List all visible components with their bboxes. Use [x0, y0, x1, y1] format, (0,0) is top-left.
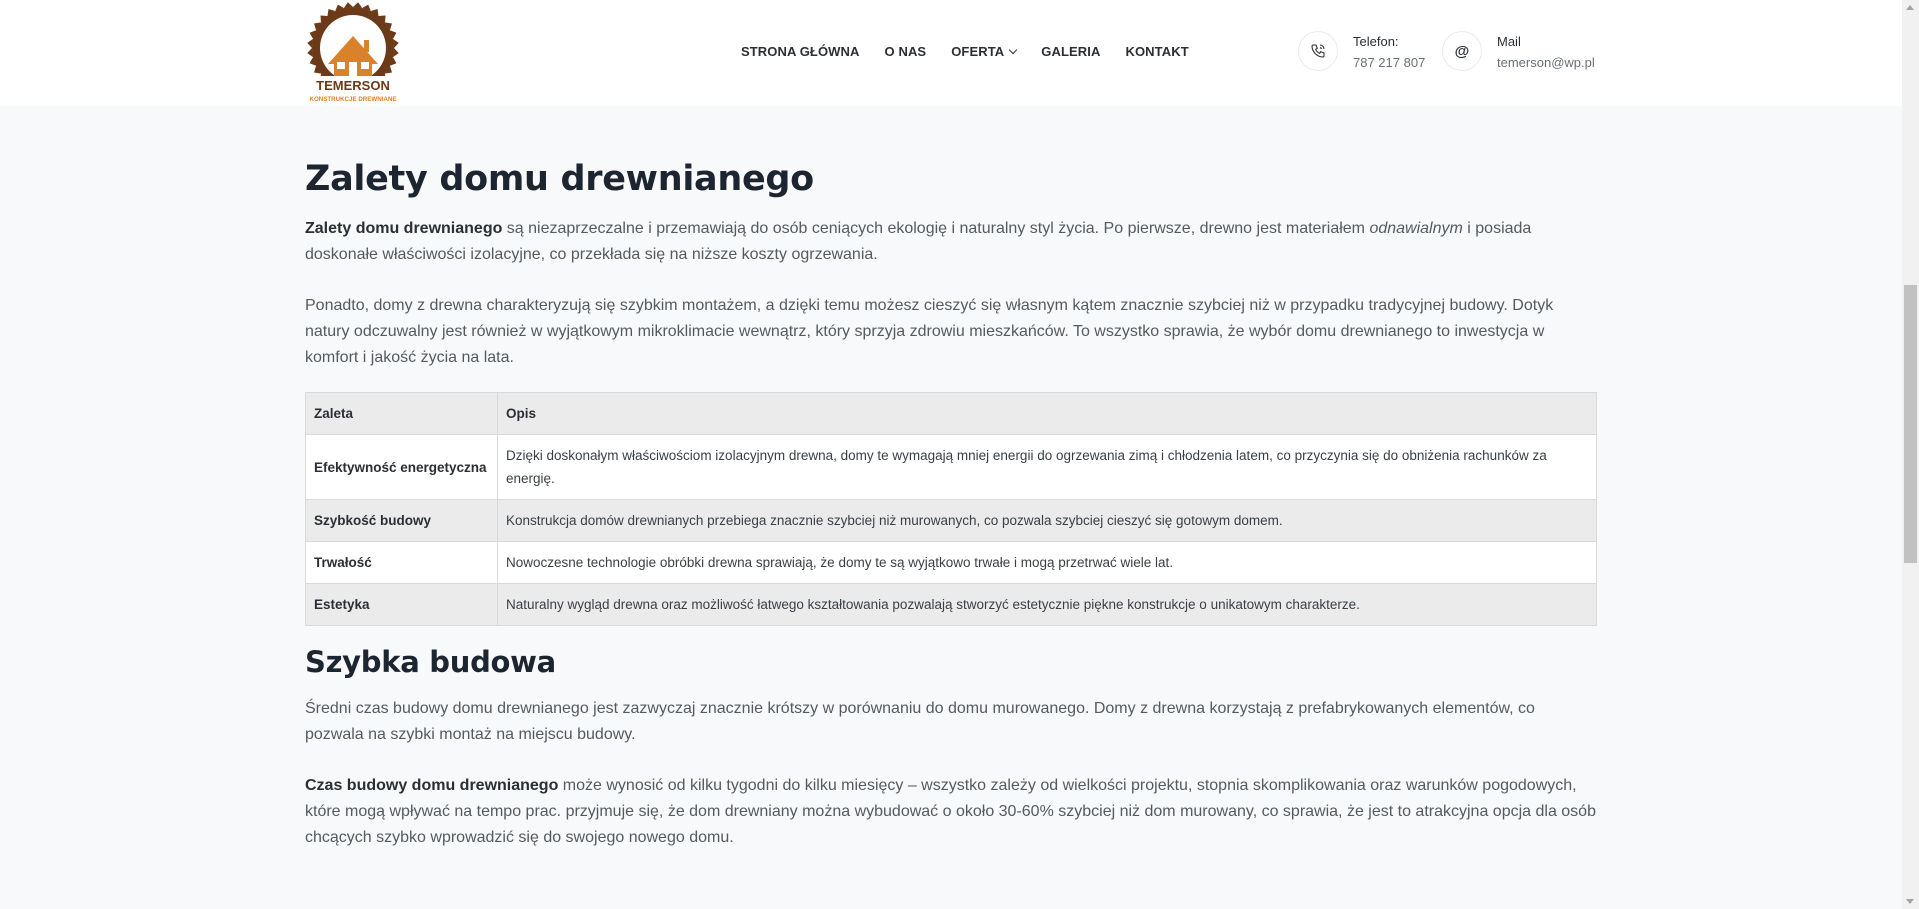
temerson-logo[interactable] — [306, 2, 400, 104]
nav-item-strona-glowna[interactable] — [741, 44, 860, 59]
advantages-table — [305, 392, 1597, 626]
text: i posiada doskonałe właściwości izolacyjne, co przekłada się na niższe koszty ogrzewania. — [305, 220, 1532, 263]
nav-label: OFERTA — [951, 44, 1005, 59]
logo-name: TEMERSON — [316, 78, 390, 93]
saw-house-logo-icon — [306, 2, 400, 104]
logo-tagline: KONSTRUKCJE DREWNIANE — [309, 96, 397, 103]
table-row — [306, 500, 1597, 542]
phone-value[interactable]: 787 217 807 — [1353, 55, 1426, 70]
mail-label: Mail — [1497, 34, 1521, 49]
phone-contact[interactable] — [1298, 31, 1425, 73]
table-cell-key: Szybkość budowy — [306, 500, 498, 542]
table-cell-value: Naturalny wygląd drewna oraz możliwość łatwego kształtowania pozwalają stworzyć estetycznie piękne konstrukcje o unikatowym charakterze. — [498, 584, 1597, 626]
section-title-szybka-budowa: Szybka budowa — [305, 645, 556, 679]
nav-label: GALERIA — [1041, 44, 1101, 59]
main-content — [305, 106, 1597, 851]
site-header — [0, 0, 1902, 106]
table-header-row — [306, 393, 1597, 435]
text: może wynosić od kilku tygodni do kilku miesięcy – wszystko zależy od wielkości projektu, stopnia skomplikowania oraz warunków pogodowych, które mogą wpływać na tempo prac. przyjmuje się, że dom drewniany można wybudować o około 30-60% szybciej niż dom murowany, co sprawia, że jest to atrakcyjna opcja dla osób chcących szybko wprowadzić się do swojego nowego domu. — [305, 777, 1596, 846]
nav-item-oferta[interactable] — [951, 44, 1016, 59]
nav-label: KONTAKT — [1125, 44, 1189, 59]
table-cell-value: Nowoczesne technologie obróbki drewna sprawiają, że domy te są wyjątkowo trwałe i mogą przetrwać wiele lat. — [498, 542, 1597, 584]
scrollbar-thumb[interactable] — [1904, 285, 1917, 563]
table-row — [306, 435, 1597, 500]
nav-item-o-nas[interactable] — [885, 44, 927, 59]
nav-label: STRONA GŁÓWNA — [741, 44, 860, 59]
table-cell-value: Konstrukcja domów drewnianych przebiega znacznie szybciej niż murowanych, co pozwala szybciej cieszyć się gotowym domem. — [498, 500, 1597, 542]
main-nav — [741, 44, 1214, 59]
table-row — [306, 542, 1597, 584]
table-row — [306, 584, 1597, 626]
section-title-zalety: Zalety domu drewnianego — [305, 159, 814, 199]
paragraph-czas-budowy — [305, 773, 1597, 851]
nav-label: O NAS — [884, 44, 927, 59]
table-header-zaleta: Zaleta — [306, 393, 498, 435]
table-cell-key: Trwałość — [306, 542, 498, 584]
phone-icon — [1298, 31, 1338, 71]
nav-item-kontakt[interactable] — [1125, 44, 1188, 59]
scroll-up-arrow-icon[interactable] — [1906, 5, 1914, 10]
bold-text: Zalety domu drewnianego — [305, 220, 503, 237]
page-scrollbar[interactable] — [1902, 0, 1919, 909]
table-cell-key: Efektywność energetyczna — [306, 435, 498, 500]
text: są niezaprzeczalne i przemawiają do osób ceniących ekologię i naturalny styl życia. Po pierwsze, drewno jest materiałem — [502, 220, 1370, 237]
chevron-down-icon — [1009, 45, 1017, 53]
table-cell-key: Estetyka — [306, 584, 498, 626]
mail-contact[interactable] — [1442, 31, 1595, 73]
phone-label: Telefon: — [1353, 34, 1399, 49]
bold-text: Czas budowy domu drewnianego — [305, 777, 559, 794]
paragraph-sredni-czas: Średni czas budowy domu drewnianego jest zazwyczaj znacznie krótszy w porównaniu do domu murowanego. Domy z drewna korzystają z prefabrykowanych elementów, co pozwala na szybki montaż na miejscu budowy. — [305, 700, 1535, 743]
paragraph-intro — [305, 216, 1597, 268]
table-header-opis: Opis — [498, 393, 1597, 435]
table-cell-value: Dzięki doskonałym właściwościom izolacyjnym drewna, domy te wymagają mniej energii do ogrzewania zimą i chłodzenia latem, co przyczynia się do obniżenia rachunków za energię. — [498, 435, 1597, 500]
italic-text: odnawialnym — [1369, 220, 1463, 237]
paragraph-ponadto: Ponadto, domy z drewna charakteryzują się szybkim montażem, a dzięki temu możesz cieszyć się własnym kątem znacznie szybciej niż w przypadku tradycyjnej budowy. Dotyk natury odczuwalny jest również w wyjątkowym mikroklimacie wewnątrz, który sprzyja zdrowiu mieszkańców. To wszystko sprawia, że wybór domu drewnianego to inwestycja w komfort i jakość życia na lata. — [305, 297, 1554, 366]
scroll-down-arrow-icon[interactable] — [1906, 899, 1914, 904]
nav-item-galeria[interactable] — [1041, 44, 1100, 59]
mail-value[interactable]: temerson@wp.pl — [1497, 55, 1595, 70]
at-icon: @ — [1442, 31, 1482, 71]
